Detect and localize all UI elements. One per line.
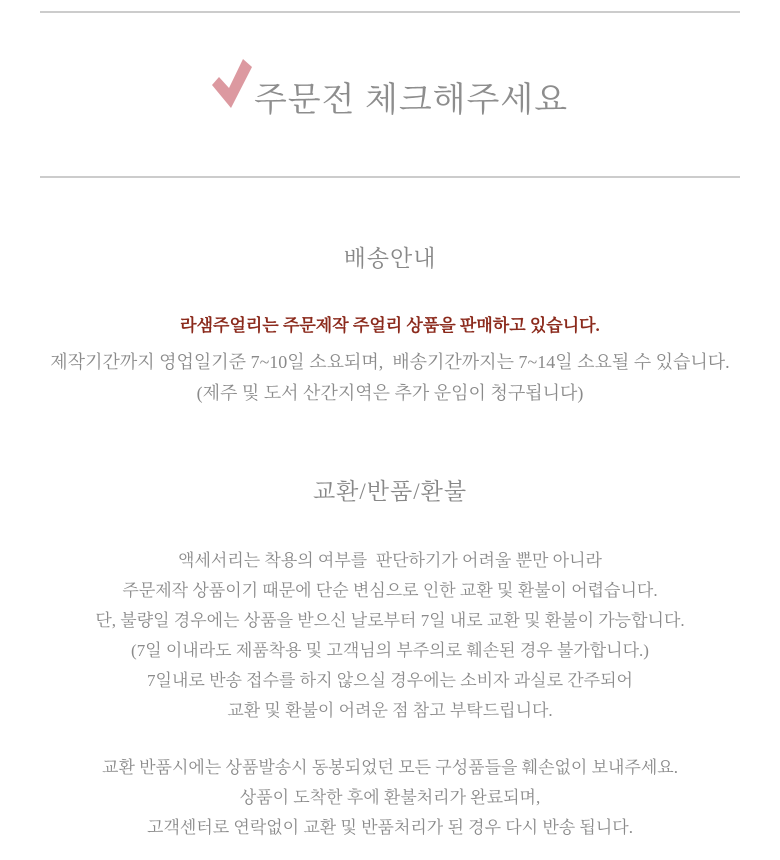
returns-line: (7일 이내라도 제품착용 및 고객님의 부주의로 훼손된 경우 불가합니다.) bbox=[131, 641, 649, 660]
returns-line: 고객센터로 연락없이 교환 및 반품처리가 된 경우 다시 반송 됩니다. bbox=[147, 818, 633, 837]
checkmark-icon bbox=[212, 59, 252, 109]
returns-section bbox=[0, 473, 780, 843]
shipping-line: 제작기간까지 영업일기준 7~10일 소요되며, 배송기간까지는 7~14일 소요될 수 있습니다. bbox=[50, 352, 730, 372]
page-title-row bbox=[0, 59, 780, 127]
returns-line: 상품이 도착한 후에 환불처리가 완료되며, bbox=[239, 788, 541, 807]
returns-line: 주문제작 상품이기 때문에 단순 변심으로 인한 교환 및 환불이 어렵습니다. bbox=[122, 581, 658, 600]
shipping-body bbox=[0, 347, 780, 409]
returns-line: 단, 불량일 경우에는 상품을 받으신 날로부터 7일 내로 교환 및 환불이 가능합니다. bbox=[95, 611, 685, 630]
returns-heading: 교환/반품/환불 bbox=[312, 479, 468, 504]
shipping-section bbox=[0, 240, 780, 409]
returns-line: 교환 반품시에는 상품발송시 동봉되었던 모든 구성품들을 훼손없이 보내주세요. bbox=[102, 758, 678, 777]
title-divider bbox=[40, 176, 740, 178]
shipping-heading: 배송안내 bbox=[343, 246, 437, 271]
checkmark-icon-shape bbox=[212, 59, 252, 108]
returns-paragraph-1 bbox=[0, 546, 780, 726]
shipping-lead-text: 라샘주얼리는 주문제작 주얼리 상품을 판매하고 있습니다. bbox=[180, 316, 600, 335]
returns-line: 7일내로 반송 접수를 하지 않으실 경우에는 소비자 과실로 간주되어 bbox=[147, 671, 633, 690]
order-notice-page bbox=[0, 11, 780, 860]
shipping-line: (제주 및 도서 산간지역은 추가 운임이 청구됩니다) bbox=[196, 383, 584, 403]
returns-paragraph-2 bbox=[0, 753, 780, 843]
returns-line: 액세서리는 착용의 여부를 판단하기가 어려울 뿐만 아니라 bbox=[178, 551, 602, 570]
page-title: 주문전 체크해주세요 bbox=[253, 82, 569, 119]
top-divider bbox=[40, 11, 740, 13]
returns-line: 교환 및 환불이 어려운 점 참고 부탁드립니다. bbox=[227, 701, 553, 720]
